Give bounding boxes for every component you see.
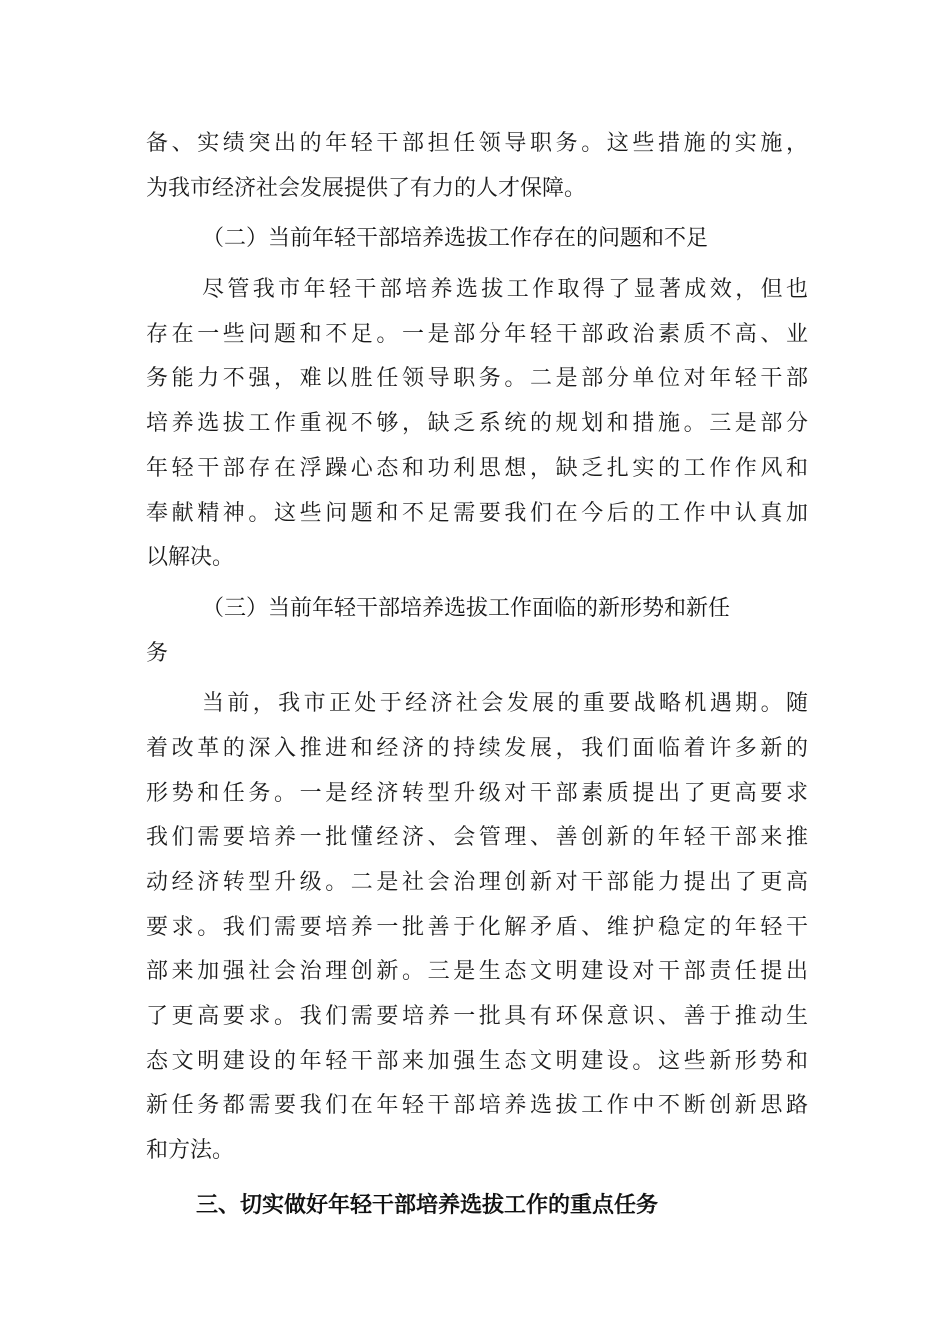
text-line: 态文明建设的年轻干部来加强生态文明建设。这些新形势和 — [146, 1048, 808, 1074]
text-line: 以解决。 — [146, 545, 235, 571]
text-line: 和方法。 — [146, 1138, 235, 1164]
text-line: 培养选拔工作重视不够，缺乏系统的规划和措施。三是部分 — [146, 411, 808, 437]
text-line: 为我市经济社会发展提供了有力的人才保障。 — [146, 175, 587, 201]
subheading-text: 务 — [146, 640, 169, 666]
document-body — [146, 122, 808, 1229]
text-line: 务能力不强，难以胜任领导职务。二是部分单位对年轻干部 — [146, 366, 808, 392]
text-line: 当前，我市正处于经济社会发展的重要战略机遇期。随 — [202, 691, 808, 717]
text-line: 了更高要求。我们需要培养一批具有环保意识、善于推动生 — [146, 1004, 808, 1030]
section-heading-text: 三、切实做好年轻干部培养选拔工作的重点任务 — [196, 1192, 659, 1218]
paragraph-situation — [146, 682, 808, 1174]
paragraph-problems — [146, 268, 808, 581]
text-line: 尽管我市年轻干部培养选拔工作取得了显著成效，但也 — [202, 277, 808, 303]
subheading-problems — [146, 217, 808, 262]
section-heading-3 — [146, 1184, 808, 1229]
text-line: 部来加强社会治理创新。三是生态文明建设对干部责任提出 — [146, 959, 808, 985]
subheading-text: （二）当前年轻干部培养选拔工作存在的问题和不足 — [202, 226, 709, 252]
text-line: 形势和任务。一是经济转型升级对干部素质提出了更高要求 — [146, 780, 808, 806]
text-line: 动经济转型升级。二是社会治理创新对干部能力提出了更高 — [146, 870, 808, 895]
text-line: 要求。我们需要培养一批善于化解矛盾、维护稳定的年轻干 — [146, 914, 808, 940]
text-line: 存在一些问题和不足。一是部分年轻干部政治素质不高、业 — [146, 321, 808, 347]
paragraph-intro-end — [146, 122, 808, 211]
subheading-situation — [146, 587, 808, 676]
text-line: 奉献精神。这些问题和不足需要我们在今后的工作中认真加 — [146, 500, 808, 526]
text-line: 年轻干部存在浮躁心态和功利思想，缺乏扎实的工作作风和 — [146, 455, 808, 481]
text-line: 我们需要培养一批懂经济、会管理、善创新的年轻干部来推 — [146, 825, 808, 851]
subheading-text: （三）当前年轻干部培养选拔工作面临的新形势和新任 — [202, 595, 731, 621]
text-line: 新任务都需要我们在年轻干部培养选拔工作中不断创新思路 — [146, 1093, 808, 1119]
text-line: 着改革的深入推进和经济的持续发展，我们面临着许多新的 — [146, 735, 808, 761]
text-line: 备、实绩突出的年轻干部担任领导职务。这些措施的实施， — [146, 131, 808, 156]
